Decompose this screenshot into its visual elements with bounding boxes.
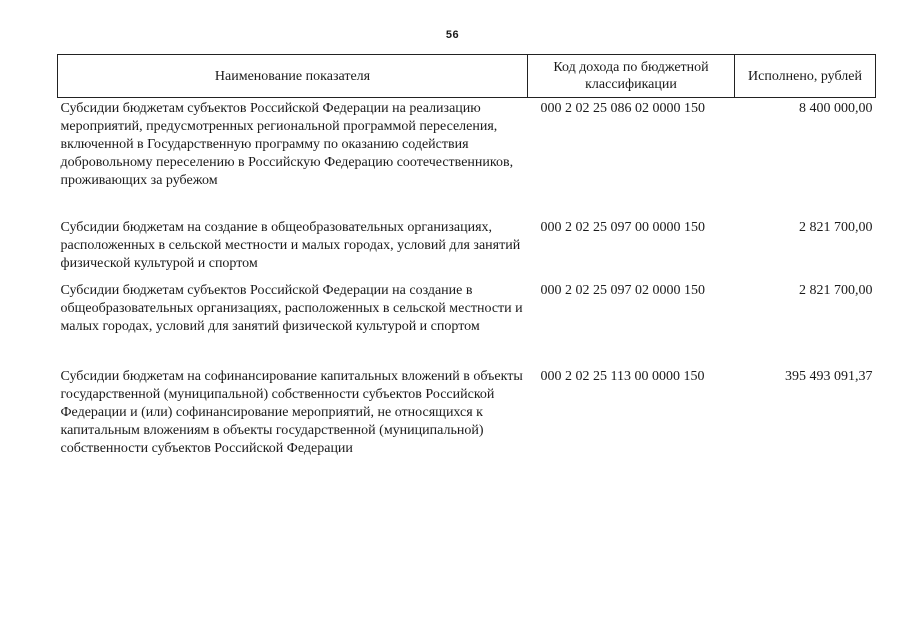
- executed-amount-cell: 8 400 000,00: [799, 101, 873, 116]
- income-code-cell: 000 2 02 25 097 00 0000 150: [540, 220, 705, 235]
- indicator-name-cell: Субсидии бюджетам на софинансирование капитальных вложений в объекты государственной (муниципальной) собственности субъектов Российской Федерации и (или) софинансирование мероприятий, не относящихся к капитальным вложениям в объекты государственной (муниципальной) собственности субъектов Российской Федерации: [60, 369, 523, 456]
- indicator-name-cell: Субсидии бюджетам на создание в общеобразовательных организациях, расположенных в сельской местности и малых городах, условий для занятий физической культурой и спортом: [60, 220, 521, 271]
- income-code-cell: 000 2 02 25 097 02 0000 150: [540, 283, 705, 298]
- table-header-row: [58, 55, 876, 98]
- page-number: 56: [445, 29, 460, 41]
- executed-amount-cell: 395 493 091,37: [785, 369, 873, 384]
- budget-income-table: [57, 54, 876, 458]
- executed-amount-cell: 2 821 700,00: [799, 283, 873, 298]
- header-executed-amount: Исполнено, рублей: [735, 55, 876, 98]
- header-indicator-name: Наименование показателя: [58, 55, 528, 98]
- income-code-cell: 000 2 02 25 113 00 0000 150: [540, 369, 705, 384]
- indicator-name-cell: Субсидии бюджетам субъектов Российской Федерации на реализацию мероприятий, предусмотренных региональной программой переселения, включенной в Государственную программу по оказанию содействия добровольному переселению в Российскую Федерацию соотечественников, проживающих за рубежом: [60, 101, 514, 188]
- table-row: [58, 368, 876, 458]
- header-income-code: Код дохода по бюджетной классификации: [528, 55, 735, 98]
- income-code-cell: 000 2 02 25 086 02 0000 150: [540, 101, 705, 116]
- table-row: [58, 282, 876, 368]
- indicator-name-cell: Субсидии бюджетам субъектов Российской Федерации на создание в общеобразовательных организациях, расположенных в сельской местности и малых городах, условий для занятий физической культурой и спортом: [60, 283, 523, 334]
- executed-amount-cell: 2 821 700,00: [799, 220, 873, 235]
- table-row: [58, 98, 876, 215]
- table-row: [58, 214, 876, 282]
